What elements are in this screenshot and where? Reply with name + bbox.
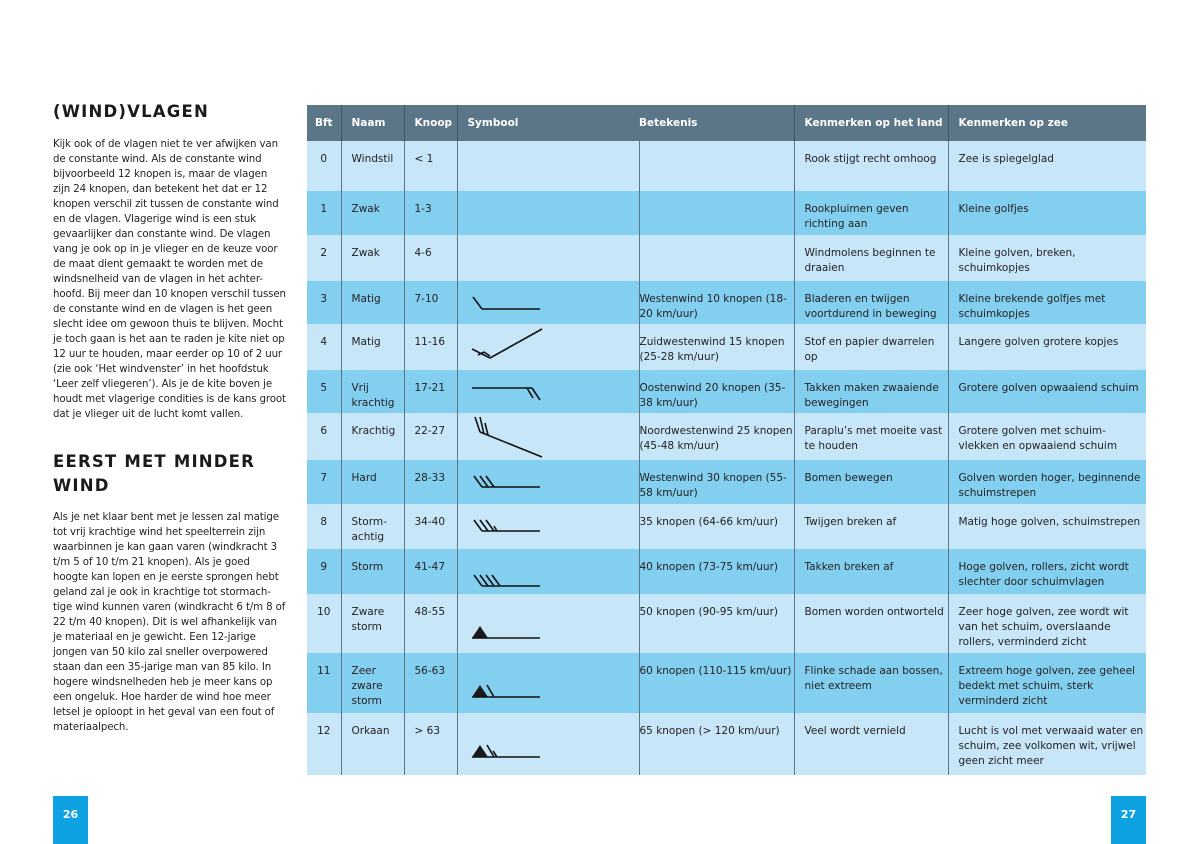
page-number-left: 26: [53, 796, 88, 844]
cell-naam: Zware storm: [341, 594, 404, 653]
cell-naam: Matig: [341, 281, 404, 324]
cell-bft: 6: [307, 413, 341, 460]
cell-land: Bladeren en twijgen voortdurend in beweging: [794, 281, 948, 324]
cell-bft: 7: [307, 460, 341, 504]
table-row: [307, 460, 1146, 504]
cell-symbool: [457, 653, 639, 713]
cell-bft: 5: [307, 370, 341, 413]
cell-betekenis: Westenwind 10 knopen (18-20 km/uur): [639, 281, 794, 324]
cell-naam: Matig: [341, 324, 404, 370]
cell-naam: Orkaan: [341, 713, 404, 775]
cell-knoop: 22-27: [404, 413, 457, 460]
cell-symbool: [457, 460, 639, 504]
cell-symbool: [457, 281, 639, 324]
section-body-windvlagen: Kijk ook of de vlagen niet te ver afwijken van de constante wind. Als de constante wind bijvoorbeeld 12 knopen is, maar de vlagen zijn 24 knopen, dan betekent het dat er 12 knopen verschil zit tussen de constante wind en de vlagen. Vlagerige wind is een stuk gevaarlijker dan constante wind. De vlagen vang je ook op in je vlieger en de keuze voor de maat dient gemaakt te worden met de windsnelheid van de vlagen in het achter-hoofd. Bij meer dan 10 knopen verschil tussen de constante wind en de vlagen is het geen slecht idee om gewoon thuis te blijven. Mocht je toch gaan is het aan te raden je kite niet op 12 uur te houden, maar eerder op 10 of 2 uur (zie ook ‘Het windvenster’ in het hoofdstuk ‘Leer zelf vliegeren’). Als je de kite boven je houdt met vlagerige condities is de kans groot dat je vlieger uit de lucht komt vallen.: [53, 139, 286, 420]
wind-barb-northwest-25kt-icon: [470, 415, 550, 461]
cell-symbool: [457, 235, 639, 281]
cell-symbool: [457, 549, 639, 594]
cell-knoop: 56-63: [404, 653, 457, 713]
table-row: [307, 653, 1146, 713]
cell-naam: Krachtig: [341, 413, 404, 460]
cell-naam: Hard: [341, 460, 404, 504]
cell-zee: Kleine golven, breken, schuimkopjes: [948, 235, 1146, 281]
cell-betekenis: [639, 235, 794, 281]
cell-naam: Zwak: [341, 191, 404, 235]
cell-bft: 12: [307, 713, 341, 775]
wind-barb-southwest-15kt-icon: [470, 326, 550, 372]
beaufort-table: [307, 105, 1146, 775]
table-row: [307, 235, 1146, 281]
cell-bft: 9: [307, 549, 341, 594]
cell-bft: 3: [307, 281, 341, 324]
cell-land: Bomen bewegen: [794, 460, 948, 504]
table-row: [307, 549, 1146, 594]
wind-barb-65kt-icon: [470, 727, 550, 773]
cell-symbool: [457, 504, 639, 549]
cell-betekenis: Zuidwestenwind 15 knopen (25-28 km/uur): [639, 324, 794, 370]
table-header-row: [307, 105, 1146, 141]
cell-naam: Storm: [341, 549, 404, 594]
cell-betekenis: Westenwind 30 knopen (55-58 km/uur): [639, 460, 794, 504]
cell-betekenis: [639, 191, 794, 235]
table-row: [307, 324, 1146, 370]
cell-symbool: [457, 413, 639, 460]
section-heading-minder-wind: EERST MET MINDER WIND: [53, 452, 256, 495]
cell-land: Rookpluimen geven richting aan: [794, 191, 948, 235]
cell-land: Flinke schade aan bossen, niet extreem: [794, 653, 948, 713]
cell-symbool: [457, 594, 639, 653]
cell-symbool: [457, 324, 639, 370]
cell-land: Twijgen breken af: [794, 504, 948, 549]
table-row: [307, 713, 1146, 775]
cell-symbool: [457, 191, 639, 235]
section-heading-windvlagen: (WIND)VLAGEN: [53, 102, 210, 121]
cell-naam: Zwak: [341, 235, 404, 281]
cell-bft: 10: [307, 594, 341, 653]
cell-knoop: 17-21: [404, 370, 457, 413]
table-row: [307, 504, 1146, 549]
cell-knoop: 4-6: [404, 235, 457, 281]
cell-bft: 11: [307, 653, 341, 713]
header-symbool: Symbool: [457, 105, 639, 141]
cell-land: Stof en papier dwarrelen op: [794, 324, 948, 370]
cell-betekenis: [639, 141, 794, 191]
cell-zee: Grotere golven met schuim-vlekken en opwaaiend schuim: [948, 413, 1146, 460]
cell-knoop: 41-47: [404, 549, 457, 594]
cell-knoop: 48-55: [404, 594, 457, 653]
cell-zee: Extreem hoge golven, zee geheel bedekt met schuim, sterk verminderd zicht: [948, 653, 1146, 713]
cell-betekenis: 50 knopen (90-95 km/uur): [639, 594, 794, 653]
cell-symbool: [457, 141, 639, 191]
left-page-text: [53, 100, 287, 735]
table-row: [307, 413, 1146, 460]
header-bft: Bft: [307, 105, 341, 141]
cell-knoop: 28-33: [404, 460, 457, 504]
cell-knoop: < 1: [404, 141, 457, 191]
cell-knoop: 34-40: [404, 504, 457, 549]
cell-bft: 8: [307, 504, 341, 549]
cell-betekenis: Noordwestenwind 25 knopen (45-48 km/uur): [639, 413, 794, 460]
cell-betekenis: Oostenwind 20 knopen (35-38 km/uur): [639, 370, 794, 413]
cell-zee: Golven worden hoger, beginnende schuimstrepen: [948, 460, 1146, 504]
cell-land: Paraplu’s met moeite vast te houden: [794, 413, 948, 460]
table-row: [307, 141, 1146, 191]
header-zee: Kenmerken op zee: [948, 105, 1146, 141]
cell-bft: 1: [307, 191, 341, 235]
cell-knoop: 11-16: [404, 324, 457, 370]
wind-barb-50kt-icon: [470, 608, 550, 654]
table-row: [307, 191, 1146, 235]
section-body-minder-wind: Als je net klaar bent met je lessen zal matige tot vrij krachtige wind het speelterrein zijn waarbinnen je kan gaan varen (windkracht 3 t/m 5 of 10 t/m 21 knopen). Als je goed hoogte kan lopen en je eerste sprongen hebt geland zal je ook in krachtige tot stormach-tige wind kunnen varen (windkracht 6 t/m 8 of 22 t/m 40 knopen). Dit is wel afhankelijk van je materiaal en je gewicht. Een 12-jarige jongen van 50 kilo zal sneller overpowered staan dan een 35-jarige man van 85 kilo. In hogere windsnelheden heb je meer kans op een ongeluk. Hoe harder de wind hoe meer letsel je oploopt in het geval van een fout of materiaalpech.: [53, 512, 286, 733]
header-knoop: Knoop: [404, 105, 457, 141]
cell-knoop: 7-10: [404, 281, 457, 324]
cell-zee: Lucht is vol met verwaaid water en schuim, zee volkomen wit, vrijwel geen zicht meer: [948, 713, 1146, 775]
cell-zee: Grotere golven opwaaiend schuim: [948, 370, 1146, 413]
table-row: [307, 594, 1146, 653]
cell-zee: Kleine brekende golfjes met schuimkopjes: [948, 281, 1146, 324]
header-betekenis: Betekenis: [639, 105, 794, 141]
cell-zee: Langere golven grotere kopjes: [948, 324, 1146, 370]
page-number-right: 27: [1111, 796, 1146, 844]
cell-bft: 0: [307, 141, 341, 191]
table-row: [307, 370, 1146, 413]
cell-land: Windmolens beginnen te draaien: [794, 235, 948, 281]
cell-naam: Zeer zware storm: [341, 653, 404, 713]
cell-betekenis: 35 knopen (64-66 km/uur): [639, 504, 794, 549]
cell-zee: Zeer hoge golven, zee wordt wit van het schuim, overslaande rollers, verminderd zicht: [948, 594, 1146, 653]
cell-land: Takken breken af: [794, 549, 948, 594]
cell-bft: 4: [307, 324, 341, 370]
header-land: Kenmerken op het land: [794, 105, 948, 141]
cell-land: Bomen worden ontworteld: [794, 594, 948, 653]
cell-bft: 2: [307, 235, 341, 281]
cell-betekenis: 60 knopen (110-115 km/uur): [639, 653, 794, 713]
cell-betekenis: 40 knopen (73-75 km/uur): [639, 549, 794, 594]
cell-zee: Kleine golfjes: [948, 191, 1146, 235]
table-row: [307, 281, 1146, 324]
cell-land: Veel wordt vernield: [794, 713, 948, 775]
cell-symbool: [457, 713, 639, 775]
cell-naam: Vrij krachtig: [341, 370, 404, 413]
cell-symbool: [457, 370, 639, 413]
cell-land: Takken maken zwaaiende bewegingen: [794, 370, 948, 413]
cell-land: Rook stijgt recht omhoog: [794, 141, 948, 191]
cell-zee: Zee is spiegelglad: [948, 141, 1146, 191]
wind-barb-60kt-icon: [470, 667, 550, 713]
cell-zee: Hoge golven, rollers, zicht wordt slechter door schuimvlagen: [948, 549, 1146, 594]
cell-knoop: > 63: [404, 713, 457, 775]
cell-knoop: 1-3: [404, 191, 457, 235]
cell-betekenis: 65 knopen (> 120 km/uur): [639, 713, 794, 775]
wind-barb-35kt-icon: [470, 508, 550, 554]
cell-naam: Storm-achtig: [341, 504, 404, 549]
header-naam: Naam: [341, 105, 404, 141]
cell-zee: Matig hoge golven, schuimstrepen: [948, 504, 1146, 549]
cell-naam: Windstil: [341, 141, 404, 191]
